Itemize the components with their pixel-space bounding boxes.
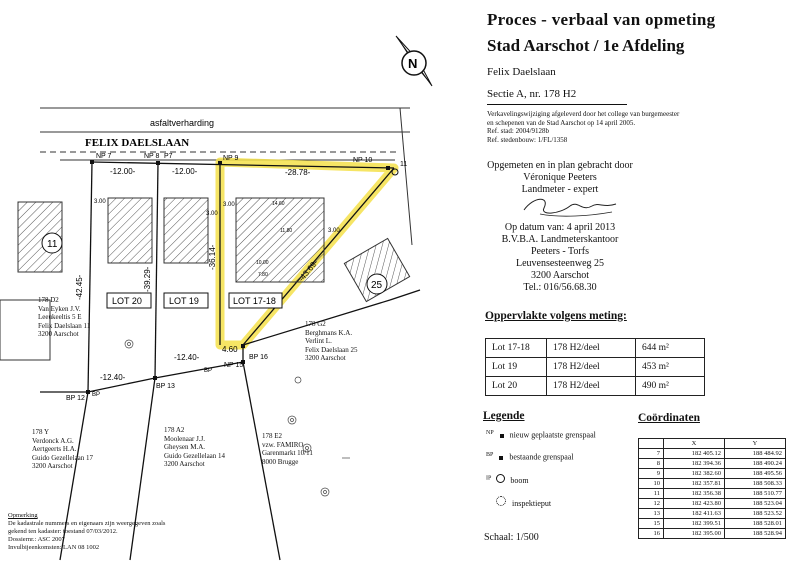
bp15-label: NP 15 xyxy=(224,362,244,369)
street-label: FELIX DAELSLAAN xyxy=(85,137,190,149)
road-label: asfaltverharding xyxy=(150,118,215,128)
dim-1240a: -12.40- xyxy=(100,373,126,382)
sectie: Sectie A, nr. 178 H2 xyxy=(487,88,577,100)
inspection-pit-icon xyxy=(496,496,506,506)
legend-item: $^{NP}$ nieuw geplaatste grenspaal xyxy=(486,430,596,440)
p7-label: P7 xyxy=(164,153,173,160)
dim-300c: 3.00 xyxy=(223,202,235,208)
bp12-label: BP 12 xyxy=(66,395,85,402)
dim-3614: -36.14- xyxy=(208,244,217,270)
legend-item: $^{BP}$ bestaande grenspaal xyxy=(486,452,574,462)
owner-right: 178 G2 Berghmans K.A. Verlint L. Felix Daelslaan 25 3200 Aarschot xyxy=(305,320,358,362)
lot-20-label: LOT 20 xyxy=(112,296,142,306)
dim-300a: 3.00 xyxy=(94,199,106,205)
plan-footnote: Opmerking De kadastrale nummers en eigenaars zijn weergegeven zoals gekend ten kadaster: toestand 07/03/2012. Dossiernr.: ASC 2007 Invulbijeenkomsten: LAN 08 1002 xyxy=(8,512,166,551)
coord-table xyxy=(638,438,786,539)
doc-subtitle: Stad Aarschot / 1e Afdeling xyxy=(487,36,685,55)
np10-label: NP 10 xyxy=(353,157,373,164)
owner-e2: 178 E2 vzw. FAMIRO Garenmarkt 10/11 8000 Brugge xyxy=(262,432,313,466)
table-row: 10 182 357.81 188 508.33 xyxy=(639,479,786,489)
notes: Verkavelingswijziging afgeleverd door het college van burgemeester en schepenen van de Stad Aarschot op 14 april 2005. Ref. stad: 2004/9128b Ref. stedenbouw: 1/FL/1358 xyxy=(487,110,680,144)
divider xyxy=(487,104,627,105)
lot-1718-label: LOT 17-18 xyxy=(233,296,276,306)
dim-12a: -12.00- xyxy=(110,167,136,176)
legend-item: $^{IP}$ boom xyxy=(486,475,529,485)
table-header: X Y xyxy=(639,439,786,449)
bp13-label: BP 13 xyxy=(156,383,175,390)
table-row: 9 182 382.60 188 495.56 xyxy=(639,469,786,479)
dim-1000: 10.00 xyxy=(256,260,269,266)
bp-b-label: BP xyxy=(204,368,213,374)
legend-item: inspektieput xyxy=(486,496,636,518)
table-row: 7 182 405.12 188 484.92 xyxy=(639,449,786,459)
legend-title: Legende xyxy=(483,410,525,422)
dim-3929: -39.29- xyxy=(143,266,152,292)
table-row: Lot 17-18 178 H2/deel 644 m² xyxy=(486,339,705,358)
table-row: Lot 20 178 H2/deel 490 m² xyxy=(486,377,705,396)
street-name: Felix Daelslaan xyxy=(487,66,556,78)
dim-1460: 14.60 xyxy=(272,201,285,207)
surveyor-block: Opgemeten en in plan gebracht door Véronique Peeters Landmeter - expert xyxy=(487,160,633,195)
north-arrow-icon xyxy=(388,32,440,90)
area-title: Oppervlakte volgens meting: xyxy=(485,310,627,322)
parcel-lines xyxy=(40,162,420,560)
building-lot-19 xyxy=(164,198,208,263)
table-row: Lot 19 178 H2/deel 453 m² xyxy=(486,358,705,377)
dim-2878: -28.78- xyxy=(285,168,311,177)
np8-label: NP 8 xyxy=(144,153,160,160)
owner-a2: 178 A2 Moolenaar J.J. Gheysen M.A. Guido Gezellelaan 14 3200 Aarschot xyxy=(164,426,226,468)
dim-4245: -42.45- xyxy=(75,274,84,300)
np7-label: NP 7 xyxy=(96,153,112,160)
scale: Schaal: 1/500 xyxy=(484,532,539,543)
house-number-11: 11 xyxy=(47,239,58,250)
table-row: 11 182 356.38 188 510.77 xyxy=(639,489,786,499)
signature xyxy=(520,192,620,220)
owner-y: 178 Y Verdonck A.G. Aertgeerts H.A. Guido Gezellelaan 17 3200 Aarschot xyxy=(32,428,94,470)
table-row: 15 182 399.51 188 528.01 xyxy=(639,519,786,529)
dim-12b: -12.00- xyxy=(172,167,198,176)
lot-19-label: LOT 19 xyxy=(169,296,199,306)
np9-label: NP 9 xyxy=(223,155,239,162)
np11-label: 11 xyxy=(400,161,408,168)
dim-780: 7.80 xyxy=(258,272,268,278)
road-lines xyxy=(40,108,412,245)
owner-left: 178 D2 Van Eyken J.V. Leeukeeltis 5 E Felix Daelslaan 11 3200 Aarschot xyxy=(38,296,91,338)
doc-title: Proces - verbaal van opmeting xyxy=(487,10,716,29)
dim-300d: 3.00 xyxy=(328,228,340,234)
coord-title: Coördinaten xyxy=(638,412,700,424)
tree-icon xyxy=(496,474,505,483)
table-row: 8 182 394.36 188 490.24 xyxy=(639,459,786,469)
table-row: 13 182 411.63 188 523.52 xyxy=(639,509,786,519)
company-block: Op datum van: 4 april 2013 B.V.B.A. Landmeterskantoor Peeters - Torfs Leuvensesteenweg 25 3200 Aarschot Tel.: 016/56.68.30 xyxy=(501,222,619,293)
building-lot-20 xyxy=(108,198,152,263)
bp-a-label: BP xyxy=(92,392,101,398)
area-table xyxy=(485,338,705,396)
svg-text:N: N xyxy=(408,56,418,71)
table-row: 12 182 423.80 188 523.04 xyxy=(639,499,786,509)
dim-460: 4.60 xyxy=(222,345,238,354)
dim-1240b: -12.40- xyxy=(174,353,200,362)
dim-4369: -43.69- xyxy=(296,258,320,284)
dim-300b: 3.00 xyxy=(206,211,218,217)
dim-1180: 11.80 xyxy=(280,228,293,234)
bp16-label: BP 16 xyxy=(249,354,268,361)
table-row: 16 182 395.00 188 528.94 xyxy=(639,529,786,539)
legend xyxy=(486,430,636,518)
house-number-25: 25 xyxy=(371,280,383,291)
